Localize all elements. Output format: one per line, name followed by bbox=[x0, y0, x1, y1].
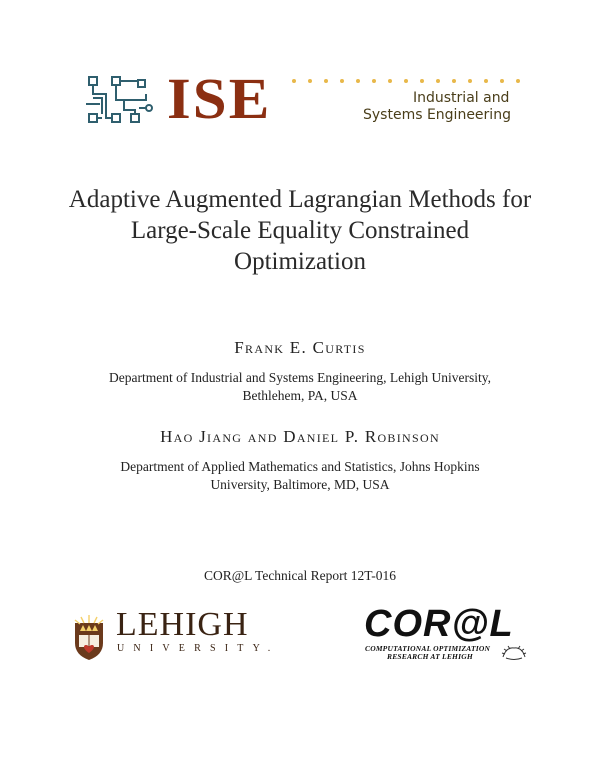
paper-title bbox=[40, 184, 560, 277]
coral-tagline-line1: COMPUTATIONAL OPTIMIZATION bbox=[365, 644, 491, 653]
author-name: Hao Jiang and Daniel P. Robinson bbox=[160, 427, 440, 446]
report-number: COR@L Technical Report 12T-016 bbox=[203, 568, 397, 583]
dotted-rule bbox=[290, 77, 522, 85]
wreath-icon bbox=[500, 645, 528, 661]
coral-wordmark: COR@L bbox=[364, 603, 514, 645]
author-affiliation bbox=[70, 458, 530, 494]
lehigh-crest-icon bbox=[71, 613, 107, 661]
title-line: Adaptive Augmented Lagrangian Methods for bbox=[68, 186, 532, 213]
circuit-icon bbox=[86, 74, 156, 128]
lehigh-wordmark: LEHIGH bbox=[116, 606, 249, 643]
affiliation-line: Department of Industrial and Systems Engineering, Lehigh University, bbox=[109, 370, 491, 385]
affiliation-line: University, Baltimore, MD, USA bbox=[210, 477, 390, 492]
dept-name-line2: Systems Engineering bbox=[363, 107, 511, 123]
author-name: Frank E. Curtis bbox=[234, 338, 366, 357]
title-line: Large-Scale Equality Constrained bbox=[130, 217, 470, 244]
affiliation-line: Department of Applied Mathematics and Statistics, Johns Hopkins bbox=[120, 459, 480, 474]
affiliation-line: Bethlehem, PA, USA bbox=[242, 388, 358, 403]
coral-tagline-line2: RESEARCH AT LEHIGH bbox=[387, 652, 473, 661]
ise-logo-letters: ISE bbox=[167, 66, 272, 131]
dept-name-line1: Industrial and bbox=[413, 90, 510, 106]
title-line: Optimization bbox=[234, 248, 366, 275]
author-affiliation bbox=[70, 369, 530, 405]
lehigh-university-label: UNIVERSITY. bbox=[117, 643, 280, 654]
